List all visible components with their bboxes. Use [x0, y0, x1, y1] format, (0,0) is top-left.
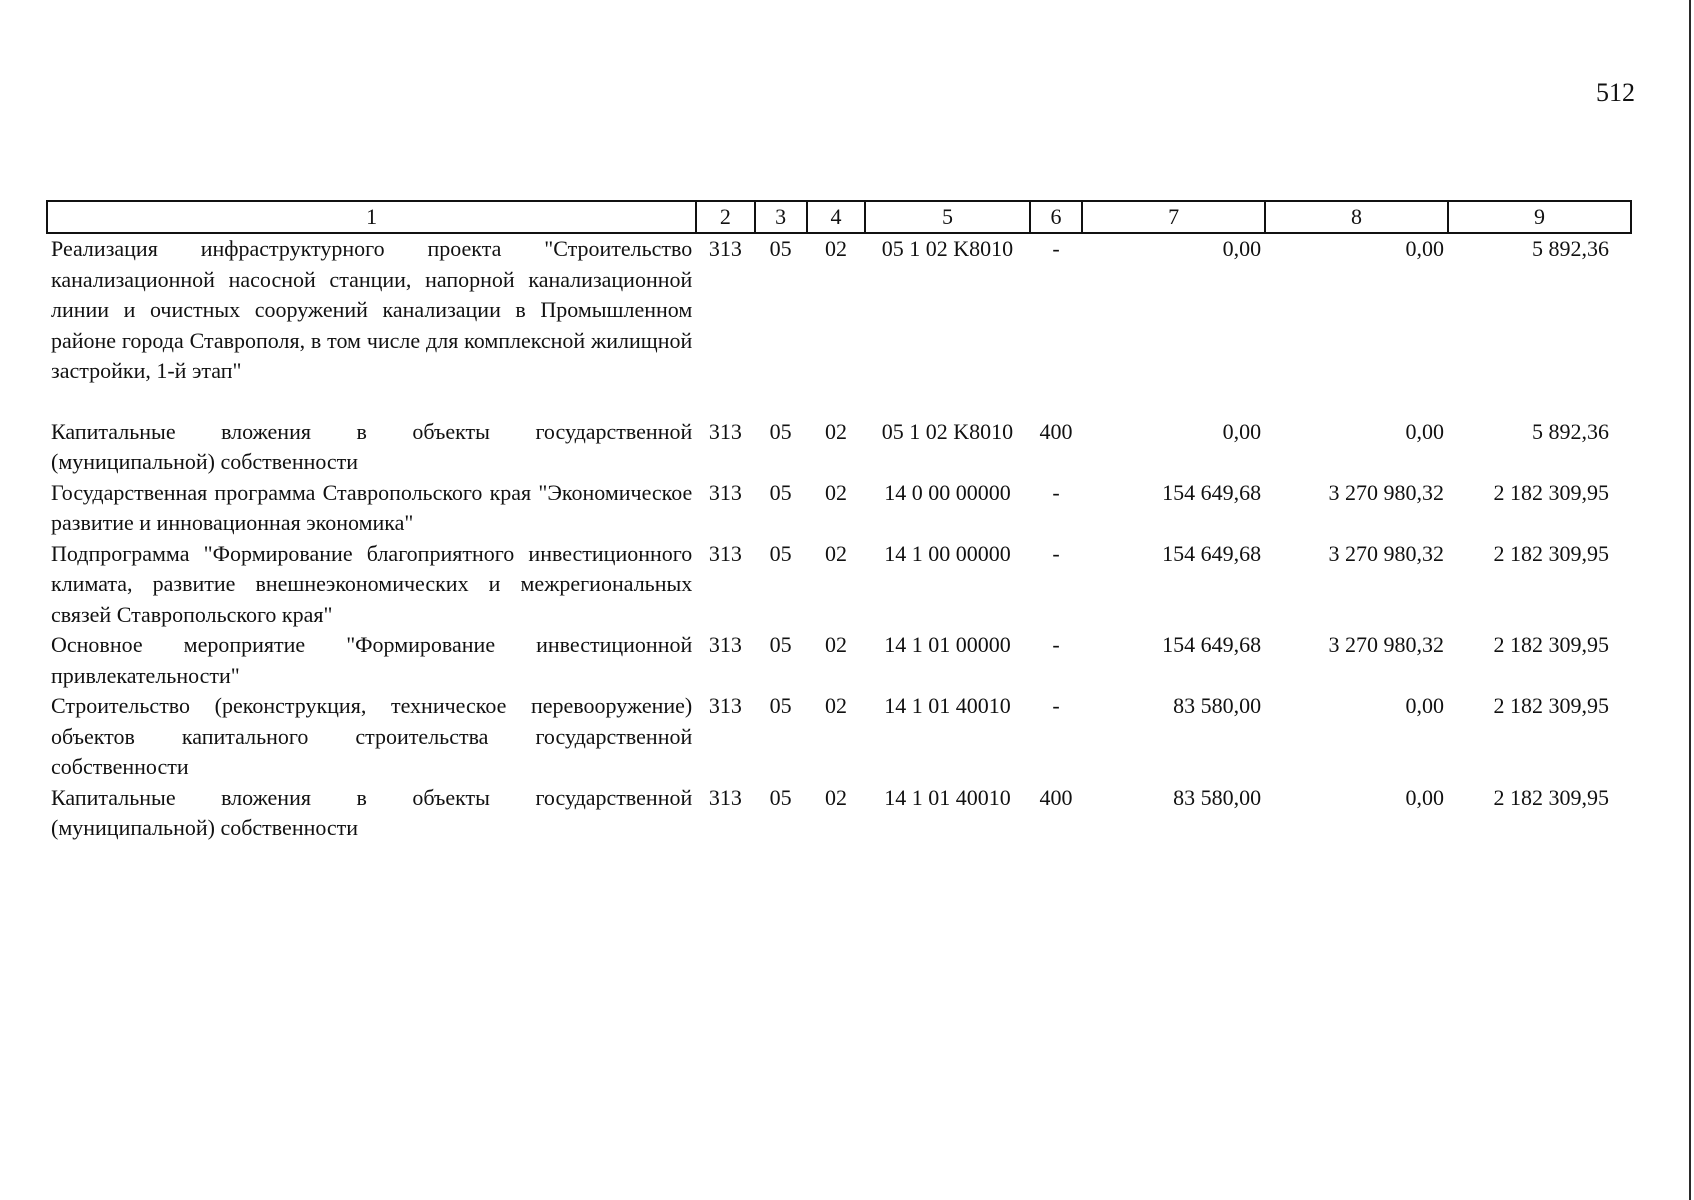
cell-amount-7: 154 649,68: [1162, 632, 1262, 657]
cell-amount-7: 154 649,68: [1162, 540, 1262, 566]
cell-amount-9: 5 892,36: [1532, 236, 1609, 261]
cell-code: 313: [708, 479, 742, 505]
cell-amount-7: 0,00: [1222, 418, 1262, 444]
cell-section: 05: [769, 418, 792, 444]
cell-code: 313: [708, 418, 742, 444]
cell-expense-type: -: [1052, 540, 1060, 566]
cell-section: 05: [769, 540, 792, 566]
budget-table: [46, 200, 1632, 844]
column-header: 8: [1265, 201, 1448, 233]
table-row: [47, 691, 1631, 783]
cell-expense-type: -: [1052, 632, 1060, 657]
column-header: 5: [865, 201, 1030, 233]
cell-amount-9: 2 182 309,95: [1493, 693, 1609, 718]
column-header: 7: [1082, 201, 1265, 233]
cell-amount-9: 2 182 309,95: [1493, 479, 1609, 505]
cell-amount-9: 2 182 309,95: [1493, 540, 1609, 566]
cell-expense-type: -: [1052, 693, 1060, 718]
cell-code: 313: [708, 540, 742, 566]
cell-subsection: 02: [824, 632, 847, 657]
cell-subsection: 02: [824, 418, 847, 444]
table-row: [47, 417, 1631, 478]
row-name: Капитальные вложения в объекты государственной (муниципальной) собственности: [51, 418, 693, 474]
cell-amount-8: 3 270 980,32: [1328, 540, 1444, 566]
cell-amount-8: 0,00: [1405, 418, 1444, 444]
cell-target-article: 14 1 01 00000: [884, 632, 1011, 657]
column-header: 9: [1448, 201, 1631, 233]
row-spacer: [47, 387, 1631, 417]
table-row: [47, 233, 1631, 387]
cell-amount-9: 2 182 309,95: [1493, 632, 1609, 657]
cell-amount-7: 83 580,00: [1173, 784, 1262, 810]
cell-expense-type: -: [1052, 236, 1060, 261]
cell-subsection: 02: [824, 479, 847, 505]
cell-target-article: 14 1 00 00000: [884, 540, 1011, 566]
column-header: 3: [755, 201, 807, 233]
cell-target-article: 14 1 01 40010: [884, 693, 1011, 718]
row-name: Подпрограмма "Формирование благоприятного инвестиционного климата, развитие внешнеэкономических и межрегиональных связей Ставропольского края": [51, 540, 693, 627]
table-row: [47, 783, 1631, 844]
cell-code: 313: [708, 632, 742, 657]
cell-amount-8: 3 270 980,32: [1328, 632, 1444, 657]
cell-amount-9: 2 182 309,95: [1493, 784, 1609, 810]
page-edge-line: [1689, 0, 1691, 1200]
cell-target-article: 14 1 01 40010: [884, 784, 1011, 810]
cell-amount-7: 154 649,68: [1162, 479, 1262, 505]
cell-target-article: 14 0 00 00000: [884, 479, 1011, 505]
row-name: Реализация инфраструктурного проекта "Строительство канализационной насосной станции, напорной канализационной линии и очистных сооружений канализации в Промышленном районе города Ставрополя, в том числе для комплексной жилищной застройки, 1-й этап": [51, 236, 693, 383]
table-row: [47, 478, 1631, 539]
cell-amount-9: 5 892,36: [1532, 418, 1609, 444]
cell-amount-8: 0,00: [1405, 693, 1444, 718]
cell-amount-7: 83 580,00: [1173, 693, 1262, 718]
row-name: Основное мероприятие "Формирование инвестиционной привлекательности": [51, 632, 693, 688]
cell-expense-type: 400: [1039, 784, 1073, 810]
cell-code: 313: [708, 784, 742, 810]
cell-amount-8: 3 270 980,32: [1328, 479, 1444, 505]
page-number: 512: [1596, 78, 1635, 107]
cell-code: 313: [708, 693, 742, 718]
header-row: [47, 201, 1631, 233]
table-row: [47, 630, 1631, 691]
cell-target-article: 05 1 02 K8010: [881, 418, 1014, 444]
cell-expense-type: -: [1052, 479, 1060, 505]
column-header: 2: [696, 201, 754, 233]
cell-section: 05: [769, 632, 792, 657]
table-row: [47, 539, 1631, 631]
cell-subsection: 02: [824, 236, 847, 261]
cell-amount-8: 0,00: [1405, 236, 1444, 261]
cell-subsection: 02: [824, 693, 847, 718]
cell-amount-7: 0,00: [1222, 236, 1262, 261]
row-name: Государственная программа Ставропольского края "Экономическое развитие и инновационная экономика": [51, 479, 693, 535]
column-header: 4: [807, 201, 865, 233]
cell-section: 05: [769, 236, 792, 261]
cell-section: 05: [769, 479, 792, 505]
cell-amount-8: 0,00: [1405, 784, 1444, 810]
cell-subsection: 02: [824, 540, 847, 566]
cell-section: 05: [769, 784, 792, 810]
row-name: Капитальные вложения в объекты государственной (муниципальной) собственности: [51, 784, 693, 840]
cell-target-article: 05 1 02 K8010: [881, 236, 1014, 261]
cell-expense-type: 400: [1039, 418, 1073, 444]
row-name: Строительство (реконструкция, техническое перевооружение) объектов капитального строительства государственной собственности: [51, 693, 693, 779]
column-header: 6: [1030, 201, 1082, 233]
column-header: 1: [47, 201, 696, 233]
cell-section: 05: [769, 693, 792, 718]
cell-code: 313: [708, 236, 742, 261]
cell-subsection: 02: [824, 784, 847, 810]
